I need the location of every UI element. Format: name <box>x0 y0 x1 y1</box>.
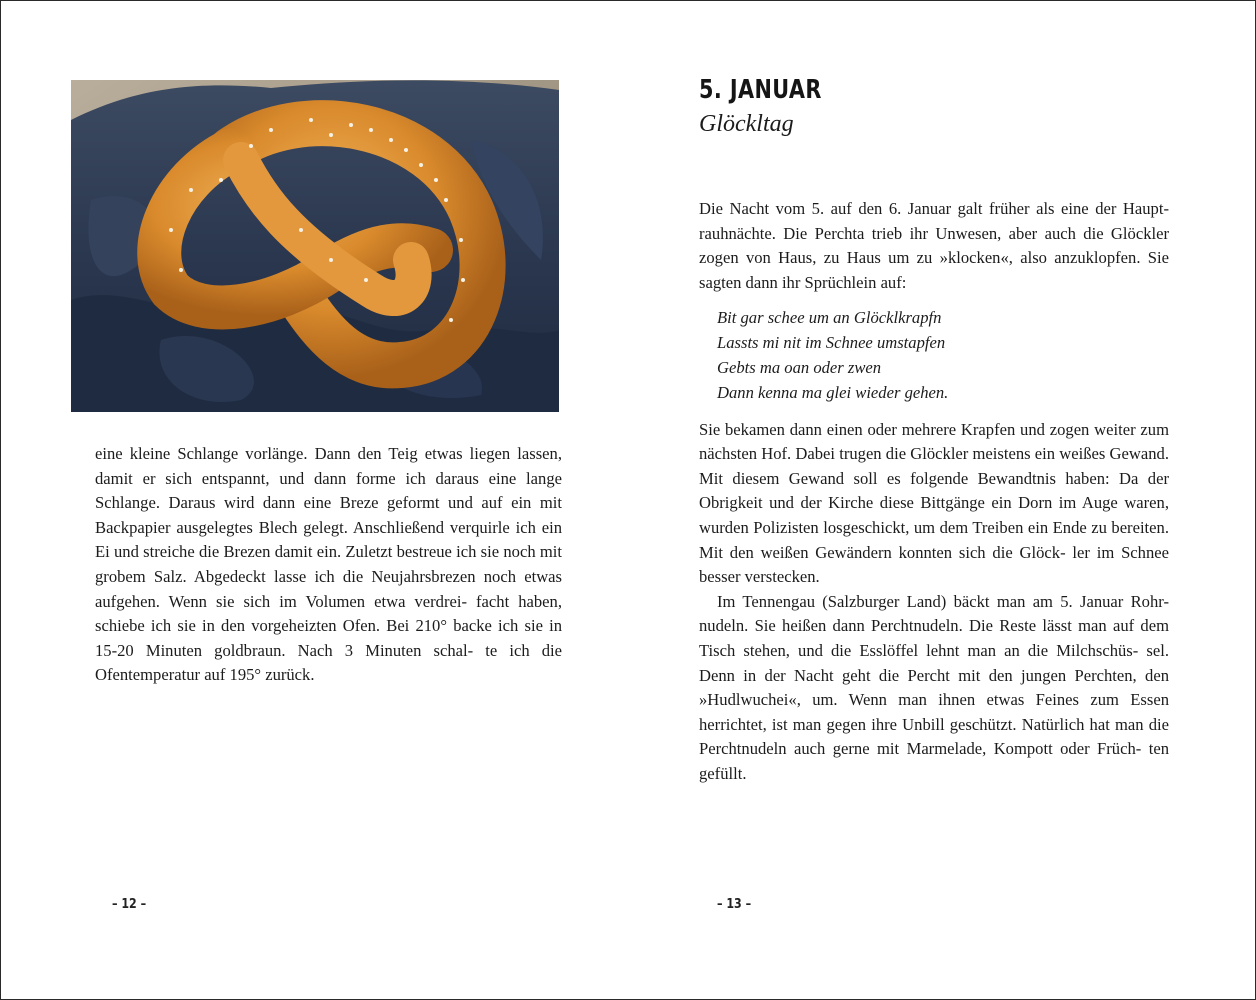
tennengau-paragraph <box>699 590 1169 787</box>
glöckler-paragraph <box>699 418 1169 590</box>
text-line: zogen von Haus, zu Haus um zu »klocken«, also anzuklopfen. Sie <box>699 248 1169 268</box>
text-line: den »Hudlwuchei«, um. Wenn man ihnen etwas Feines zum Essen <box>699 665 1170 710</box>
text-line: Schlange. Daraus wird dann eine Breze geformt und auf ein mit <box>95 493 562 513</box>
text-line: zu bereiten. Mit den weißen Gewändern konnten sich die Glöck- <box>699 517 1169 562</box>
text-line: ler im Schnee besser verstecken. <box>699 542 1169 587</box>
text-line: dem Tisch stehen, und die Esslöffel lehnt man an die Milchschüs- <box>699 616 1169 660</box>
text-line: sagten dann ihr Sprüchlein auf: <box>699 272 907 292</box>
text-line: sel. Denn in der Nacht geht die Percht mit den jungen Perchten, <box>699 640 1169 685</box>
text-line: damit er sich entspannt, und dann forme ich daraus eine lange <box>95 468 562 488</box>
verse-line: Dann kenna ma glei wieder gehen. <box>717 382 949 402</box>
text-line: noch mit grobem Salz. Abgedeckt lasse ich die Neujahrsbrezen <box>95 542 562 586</box>
text-line: ein Ei und streiche die Brezen damit ein. Zuletzt bestreue ich sie <box>95 517 562 562</box>
text-line: nudeln. Sie heißen dann Perchtnudeln. Die Reste lässt man auf <box>699 616 1135 636</box>
text-line: rauhnächte. Die Perchta trieb ihr Unwesen, aber auch die Glöckler <box>699 223 1169 243</box>
text-line: Die Nacht vom 5. auf den 6. Januar galt früher als eine der Haupt- <box>699 199 1169 218</box>
intro-paragraph <box>699 197 1169 295</box>
pretzel-illustration <box>71 80 559 412</box>
verse-line: Bit gar schee um an Glöcklkrapfn <box>717 308 942 328</box>
text-line: zum nächsten Hof. Dabei trugen die Glöckler meistens ein weißes <box>699 419 1169 464</box>
verse-line: Gebts ma oan oder zwen <box>717 357 882 377</box>
pretzel-photo <box>71 80 559 412</box>
text-line: backe ich sie in 15-20 Minuten goldbraun. Nach 3 Minuten schal- <box>95 616 563 660</box>
text-line: Da der Obrigkeit und der Kirche diese Bittgänge ein Dorn im Auge <box>699 468 1169 513</box>
text-line: Sie bekamen dann einen oder mehrere Krapfen und zogen weiter <box>699 419 1136 439</box>
page-number-right: – 13 – <box>717 897 752 912</box>
text-line: Im Tennengau (Salzburger Land) bäckt man am 5. Januar Rohr- <box>717 591 1169 611</box>
right-page-text <box>699 197 1169 786</box>
text-line: noch etwas aufgehen. Wenn sie sich im Volumen etwa verdrei- <box>95 566 562 611</box>
left-paragraph <box>95 442 562 688</box>
text-line: Gewand. Mit diesem Gewand soll es folgende Bewandtnis haben: <box>699 444 1169 488</box>
chapter-subtitle: Glöckltag <box>699 111 794 137</box>
text-line: waren, wurden Polizisten losgeschickt, um dem Treiben ein Ende <box>699 493 1169 537</box>
text-line: te ich die Ofentemperatur auf 195° zurück. <box>95 640 562 685</box>
text-line: facht haben, schiebe ich sie in den vorgeheizten Ofen. Bei 210° <box>95 591 562 636</box>
text-line: ten gefüllt. <box>699 739 1169 783</box>
chapter-title: 5. JANUAR <box>699 75 822 105</box>
page-number-left: – 12 – <box>112 897 147 912</box>
text-line: die Perchtnudeln auch gerne mit Marmelade, Kompott oder Früch- <box>699 714 1169 759</box>
verse-block <box>717 306 1169 405</box>
text-line: eine kleine Schlange vorlänge. Dann den Teig etwas liegen lassen, <box>95 444 562 463</box>
left-page-text <box>95 442 562 688</box>
verse-line: Lassts mi nit im Schnee umstapfen <box>717 333 946 353</box>
text-line: herrichtet, ist man gegen ihre Unbill geschützt. Natürlich hat man <box>699 714 1144 734</box>
text-line: Backpapier ausgelegtes Blech gelegt. Anschließend verquirle ich <box>95 517 536 537</box>
